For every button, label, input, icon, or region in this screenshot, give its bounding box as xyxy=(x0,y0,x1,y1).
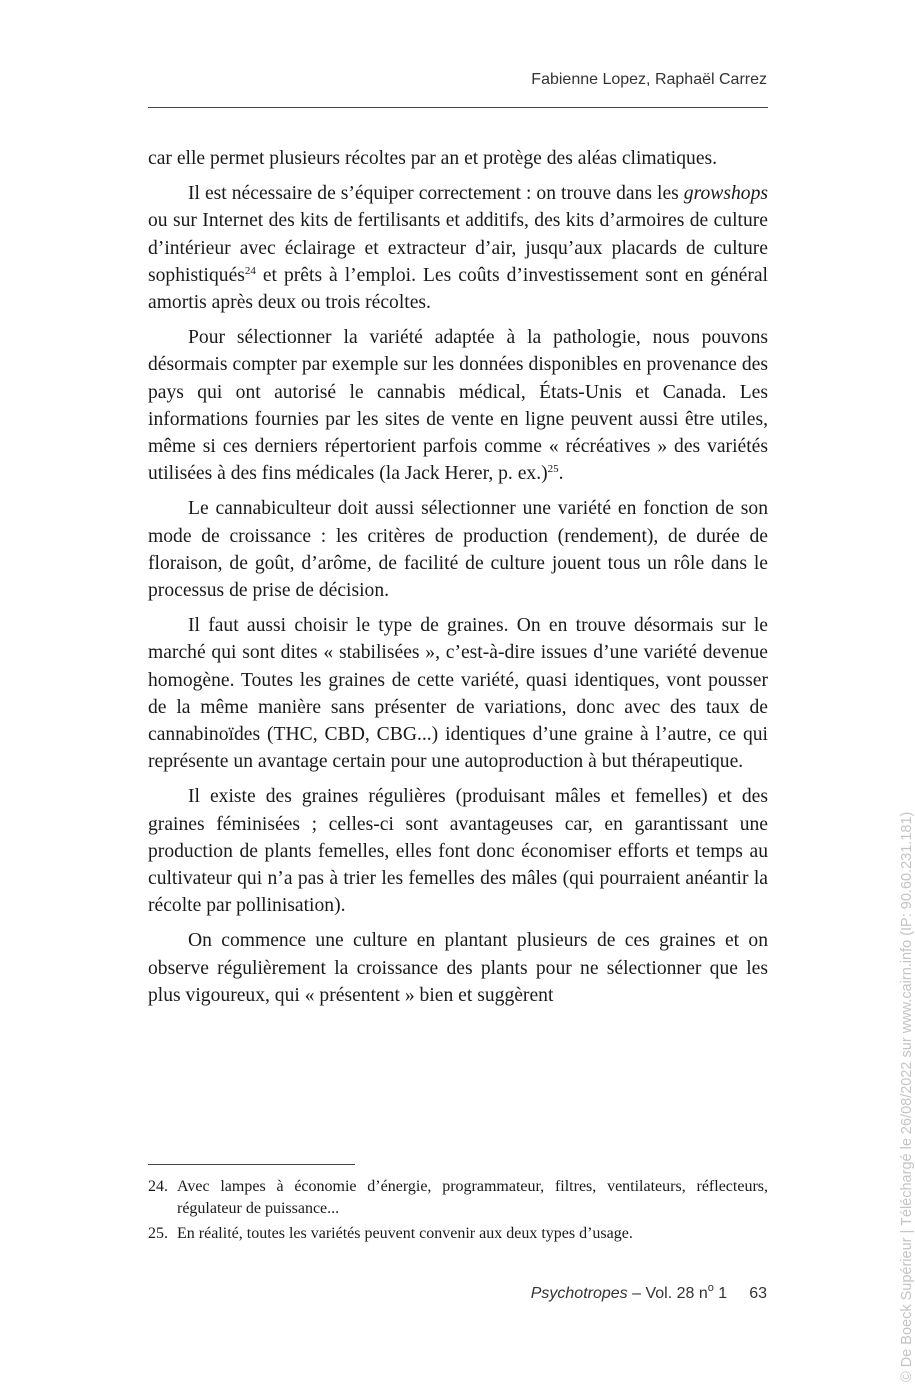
paragraph-3 xyxy=(148,324,768,487)
header-divider xyxy=(148,107,768,108)
paragraph-3-text-end: . xyxy=(558,463,564,485)
paragraph-7 xyxy=(148,927,768,1009)
paragraph-6 xyxy=(148,783,768,919)
page-footer xyxy=(530,1282,767,1303)
paragraph-2-text-end: et prêts à l’emploi. Les coûts d’investissement sont en général amortis après deux ou trois récoltes. xyxy=(148,264,768,314)
paragraph-2-text-middle: ou sur Internet des kits de fertilisants et additifs, des kits d’armoires de culture d’intérieur avec éclairage et extracteur d’air, jusqu’aux placards de culture sophistiqués xyxy=(148,210,768,286)
footnote-ref-25[interactable]: 25 xyxy=(547,463,559,476)
download-watermark: © De Boeck Supérieur | Téléchargé le 26/08/2022 sur www.cairn.info (IP: 90.60.231.181) xyxy=(899,811,915,1382)
footnote-number: 24. xyxy=(148,1178,168,1195)
journal-title: Psychotropes xyxy=(530,1285,628,1302)
footnote-24 xyxy=(148,1176,768,1219)
journal-volume: – Vol. 28 n xyxy=(627,1285,708,1302)
footnote-text: En réalité, toutes les variétés peuvent convenir aux deux types d’usage. xyxy=(177,1225,633,1242)
paragraph-5 xyxy=(148,612,768,775)
footnote-divider xyxy=(148,1164,355,1165)
growshops-term: growshops xyxy=(683,183,768,205)
footnote-25 xyxy=(148,1223,768,1245)
paragraph-2 xyxy=(148,180,768,316)
running-head-authors: Fabienne Lopez, Raphaël Carrez xyxy=(531,71,767,88)
journal-issue: 1 xyxy=(713,1285,728,1302)
paragraph-4 xyxy=(148,495,768,604)
page-number: 63 xyxy=(749,1285,767,1302)
paragraph-7-text: On commence une culture en plantant plusieurs de ces graines et on observe régulièrement la croissance des plants pour ne sélectionner que les plus vigoureux, qui « présentent » bien et suggèrent xyxy=(148,930,768,1006)
footnote-text: Avec lampes à économie d’énergie, programmateur, filtres, ventilateurs, réflecteurs, régulateur de puissance... xyxy=(177,1178,768,1217)
footnote-ref-24[interactable]: 24 xyxy=(244,264,256,277)
paragraph-2-text-start: Il est nécessaire de s’équiper correctement : on trouve dans les xyxy=(188,183,684,205)
paragraph-3-text: Pour sélectionner la variété adaptée à la pathologie, nous pouvons désormais compter par exemple sur les données disponibles en provenance des pays qui ont autorisé le cannabis médical, États-Unis et Canada. Les informations fournies par les sites de vente en ligne peuvent aussi être utiles, même si ces derniers répertorient parfois comme « récréatives » des variétés utilisées à des fins médicales (la Jack Herer, p. ex.) xyxy=(148,327,768,485)
paragraph-1-text: car elle permet plusieurs récoltes par an et protège des aléas climatiques. xyxy=(148,148,718,169)
paragraph-1 xyxy=(148,145,768,172)
paragraph-4-text: Le cannabiculteur doit aussi sélectionner une variété en fonction de son mode de croissance : les critères de production (rendement), de durée de floraison, de goût, d’arôme, de facilité de culture jouent tous un rôle dans le processus de prise de décision. xyxy=(148,498,768,602)
paragraph-5-text: Il faut aussi choisir le type de graines. On en trouve désormais sur le marché qui sont dites « stabilisées », c’est-à-dire issues d’une variété devenue homogène. Toutes les graines de cette variété, quasi identiques, vont pousser de la même manière sans présenter de variations, donc avec des taux de cannabinoïdes (THC, CBD, CBG...) identiques d’une graine à l’autre, ce qui représente un avantage certain pour une autoproduction à but thérapeutique. xyxy=(148,615,768,773)
issue-mark: o xyxy=(707,1282,714,1294)
body-text xyxy=(148,145,768,1009)
footnotes xyxy=(148,1176,768,1249)
paragraph-6-text: Il existe des graines régulières (produisant mâles et femelles) et des graines féminisées ; celles-ci sont avantageuses car, en garantissant une production de plants femelles, elles font donc économiser efforts et temps au cultivateur qui n’a pas à trier les femelles des mâles (qui pourraient anéantir la récolte par pollinisation). xyxy=(148,786,768,917)
footnote-number: 25. xyxy=(148,1225,168,1242)
